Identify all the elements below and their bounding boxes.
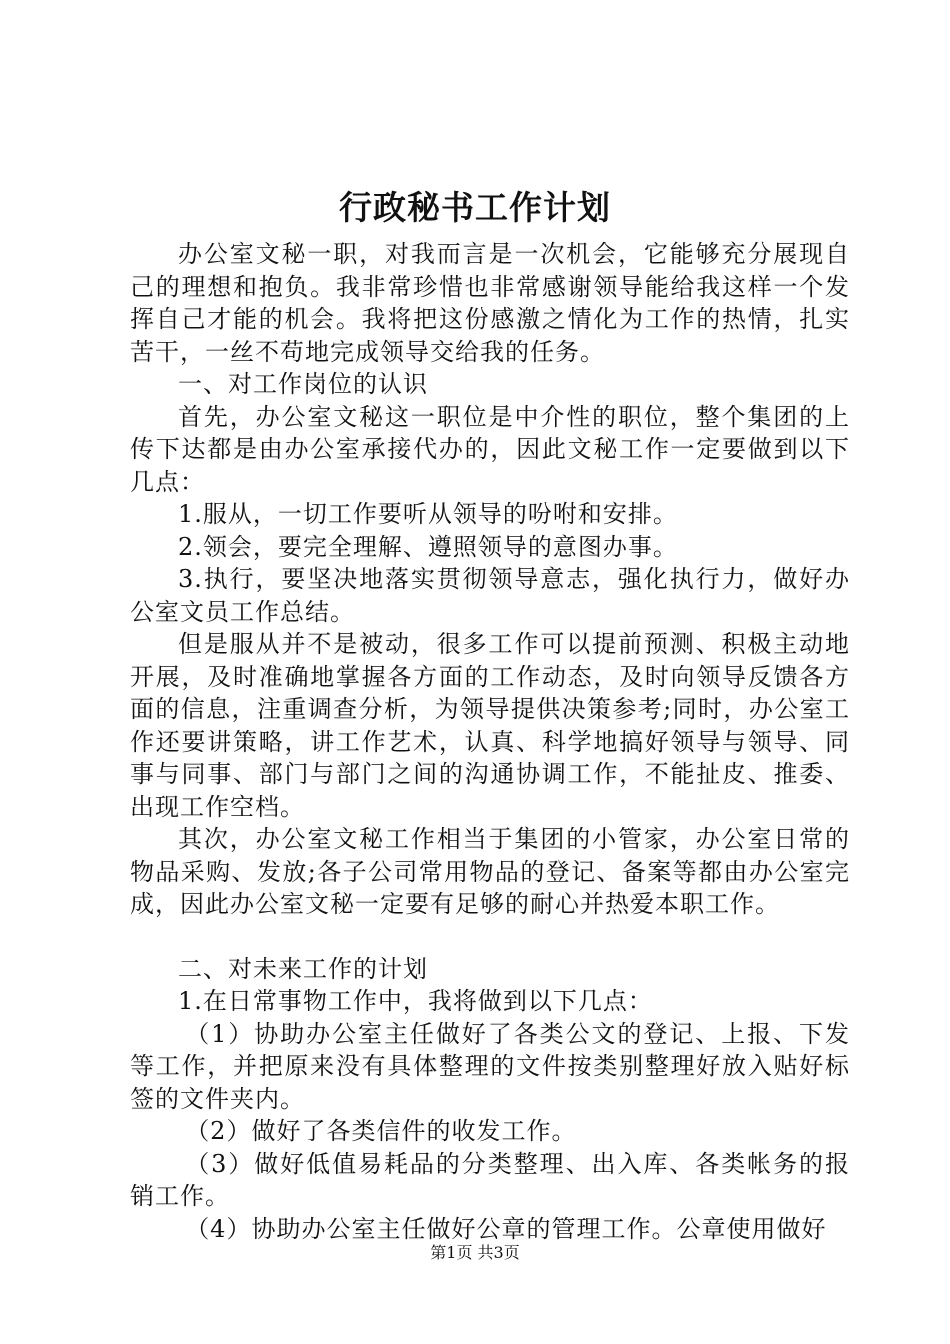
blank-line bbox=[130, 921, 850, 953]
plan-subitem-1: （1）协助办公室主任做好了各类公文的登记、上报、下发等工作，并把原来没有具体整理的文件按类别整理好放入贴好标签的文件夹内。 bbox=[130, 1019, 850, 1113]
document-title: 行政秘书工作计划 bbox=[339, 188, 611, 227]
paragraph-first: 首先，办公室文秘这一职位是中介性的职位，整个集团的上传下达都是由办公室承接代办的，因此文秘工作一定要做到以下几点： bbox=[130, 402, 850, 496]
section-heading-2: 二、对未来工作的计划 bbox=[178, 954, 428, 983]
document-body bbox=[130, 238, 850, 1245]
list-item-2: 2.领会，要完全理解、遵照领导的意图办事。 bbox=[178, 532, 678, 561]
list-item-1: 1.服从，一切工作要听从领导的吩咐和安排。 bbox=[178, 500, 678, 528]
plan-subitem-3: （3）做好低值易耗品的分类整理、出入库、各类帐务的报销工作。 bbox=[130, 1149, 850, 1210]
page-footer: 第1页 共3页 bbox=[430, 1243, 520, 1262]
plan-subitem-2: （2）做好了各类信件的收发工作。 bbox=[185, 1117, 577, 1145]
paragraph-but: 但是服从并不是被动，很多工作可以提前预测、积极主动地开展，及时准确地掌握各方面的工作动态，及时向领导反馈各方面的信息，注重调查分析，为领导提供决策参考;同时，办公室工作还要讲策略，讲工作艺术，认真、科学地搞好领导与领导、同事与同事、部门与部门之间的沟通协调工作，不能扯皮、推委、出现工作空档。 bbox=[130, 630, 850, 821]
list-item-3: 3.执行，要坚决地落实贯彻领导意志，强化执行力，做好办公室文员工作总结。 bbox=[130, 565, 850, 626]
plan-subitem-4: （4）协助办公室主任做好公章的管理工作。公章使用做好 bbox=[185, 1214, 827, 1243]
section-heading-1: 一、对工作岗位的认识 bbox=[178, 370, 428, 398]
plan-item-1: 1.在日常事物工作中，我将做到以下几点： bbox=[178, 987, 653, 1015]
paragraph-intro: 办公室文秘一职，对我而言是一次机会，它能够充分展现自己的理想和抱负。我非常珍惜也非常感谢领导能给我这样一个发挥自己才能的机会。我将把这份感激之情化为工作的热情，扎实苦干，一丝不苟地完成领导交给我的任务。 bbox=[130, 240, 850, 366]
paragraph-second: 其次，办公室文秘工作相当于集团的小管家，办公室日常的物品采购、发放;各子公司常用物品的登记、备案等都由办公室完成，因此办公室文秘一定要有足够的耐心并热爱本职工作。 bbox=[130, 825, 850, 918]
